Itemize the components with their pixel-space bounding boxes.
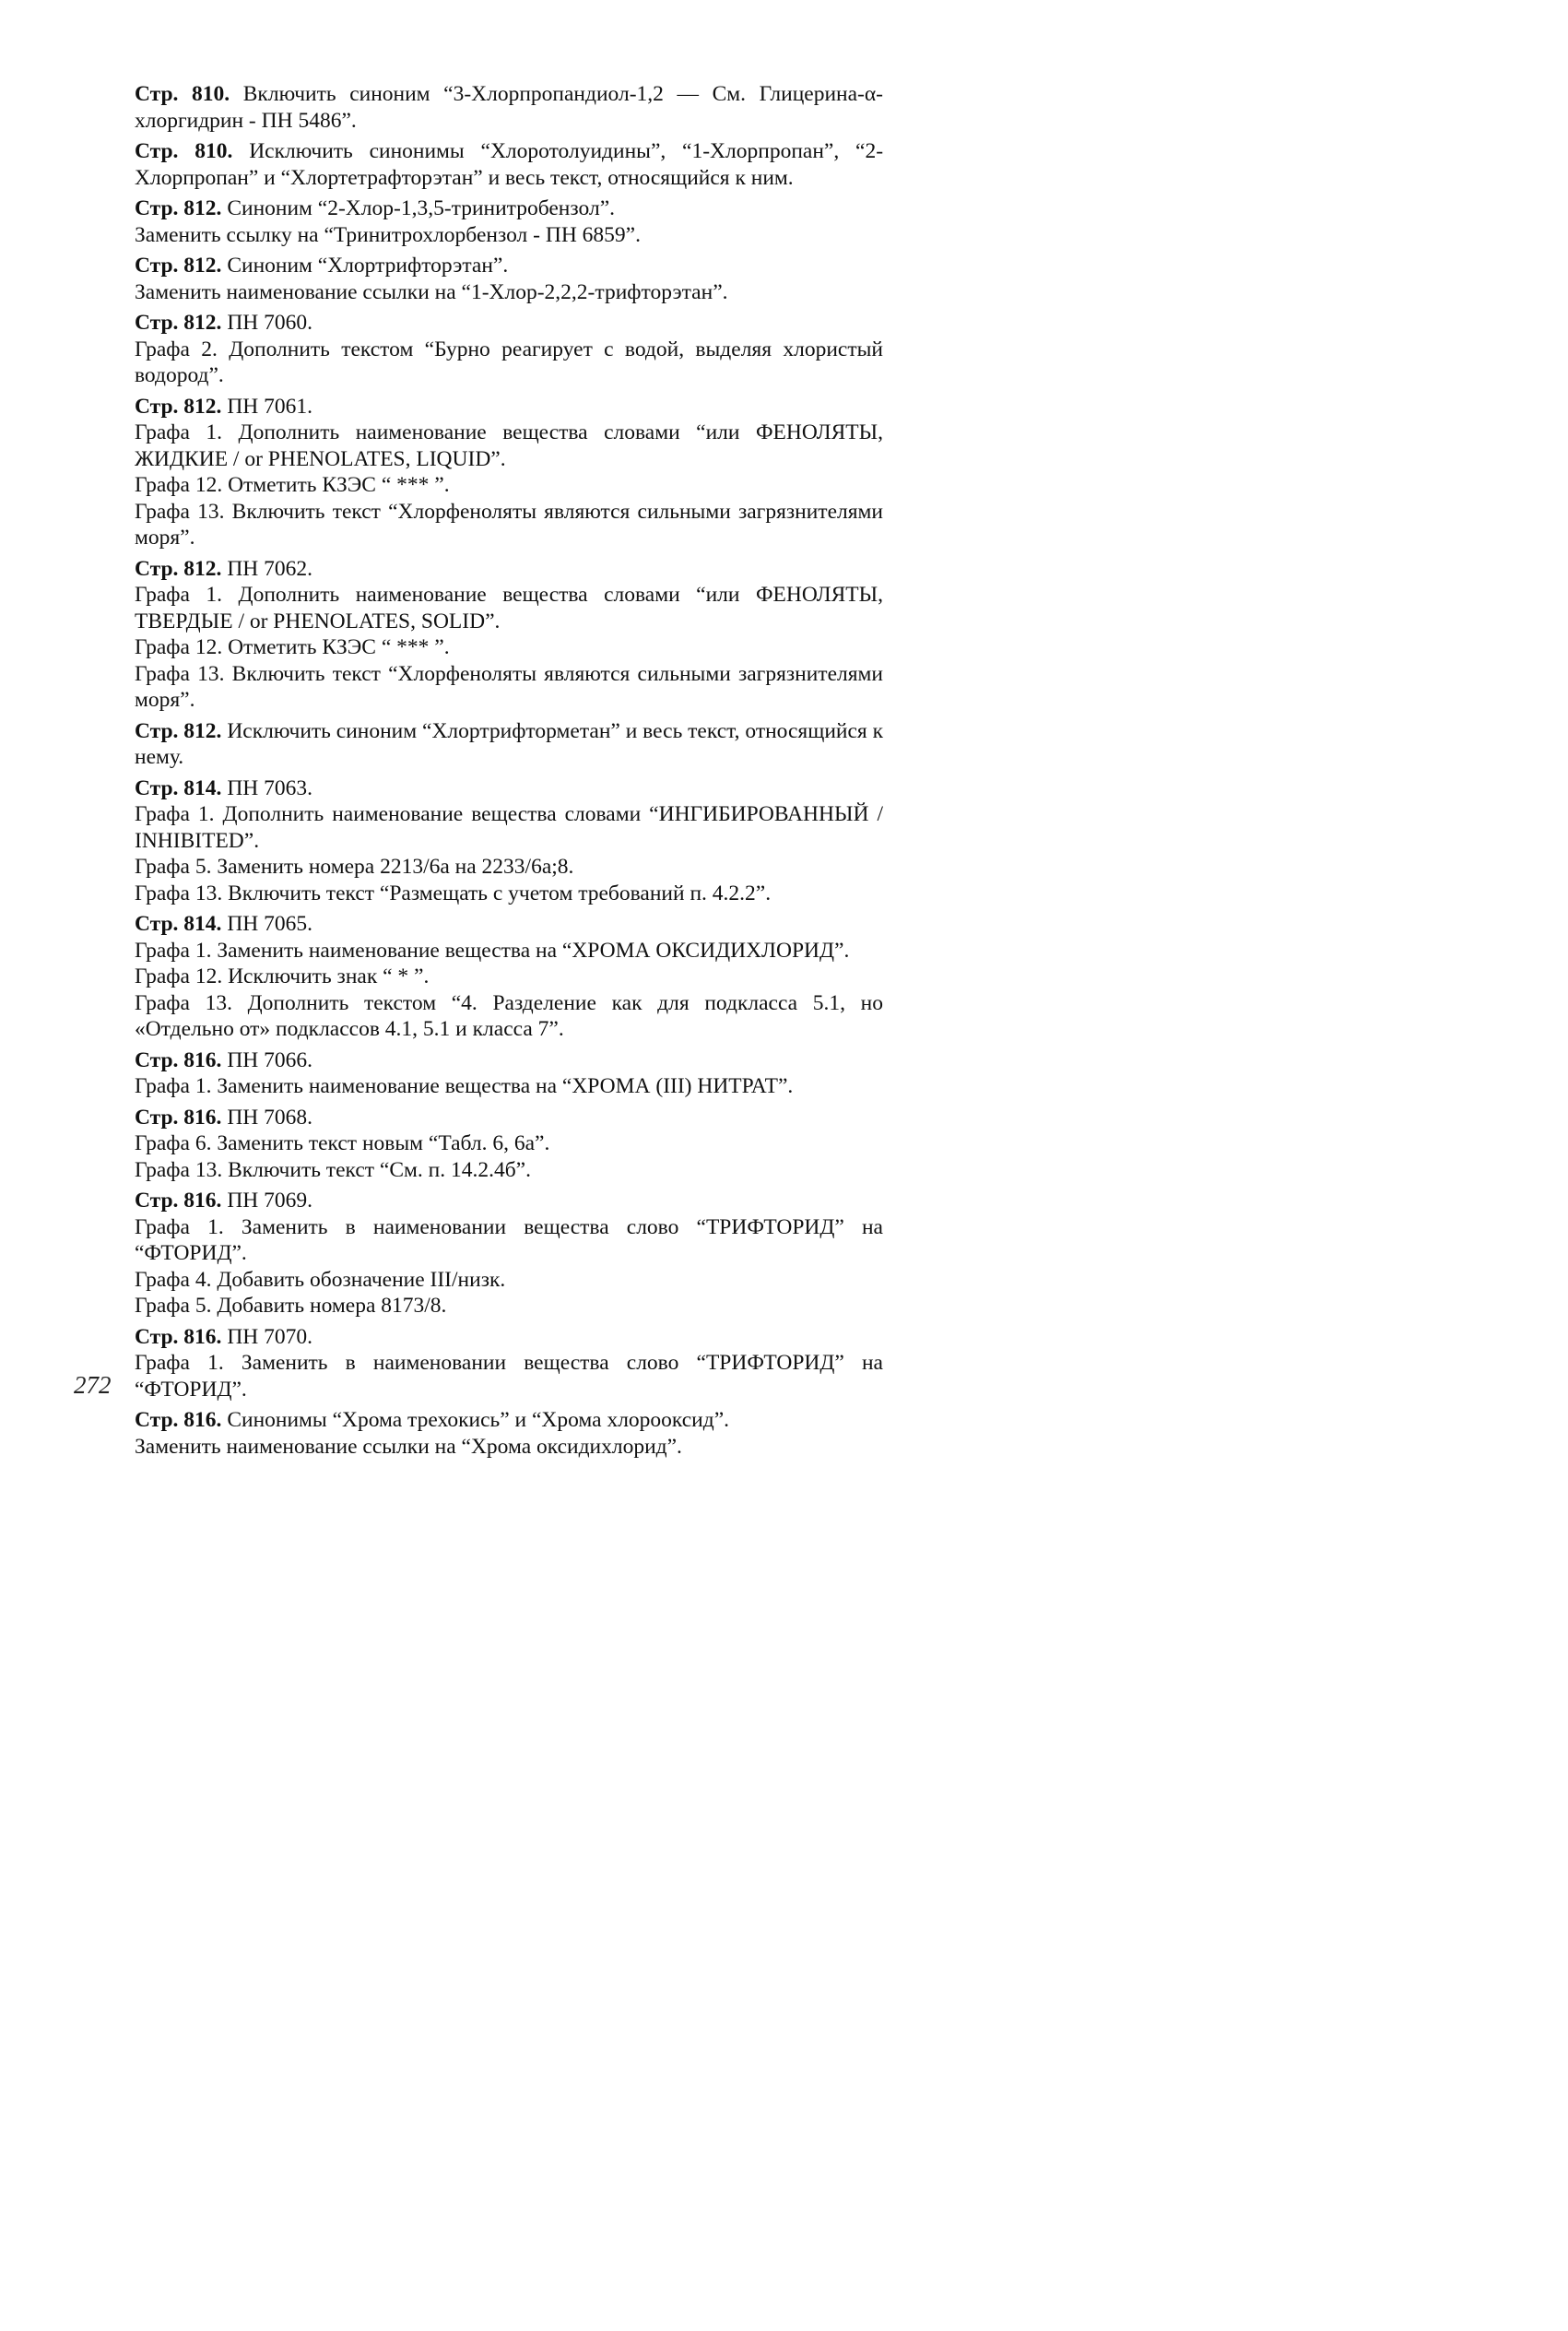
amendment-entry bbox=[135, 253, 883, 305]
entry-line: Графа 5. Добавить номера 8173/8. bbox=[135, 1294, 447, 1318]
entry-first-line bbox=[135, 195, 883, 222]
amendment-entry bbox=[135, 138, 883, 191]
entry-line: Графа 1. Дополнить наименование вещества словами “ИНГИБИРОВАННЫЙ / INHIBITED”. bbox=[135, 802, 883, 853]
page-number: 272 bbox=[74, 1371, 112, 1399]
entry-line: Графа 6. Заменить текст новым “Табл. 6, 6а”. bbox=[135, 1131, 550, 1155]
entry-first-line bbox=[135, 1407, 883, 1434]
page-reference: Стр. 812. bbox=[135, 394, 222, 419]
page-reference: Стр. 812. bbox=[135, 196, 222, 220]
entry-text: ПН 7060. bbox=[227, 311, 313, 335]
entry-line: Графа 1. Дополнить наименование вещества словами “или ФЕНОЛЯТЫ, ТВЕРДЫЕ / or PHENOLATES, SOLID”. bbox=[135, 583, 883, 633]
entry-first-line bbox=[135, 775, 883, 802]
entry-text: ПН 7070. bbox=[227, 1324, 313, 1349]
amendment-entry bbox=[135, 1188, 883, 1319]
entry-text: ПН 7061. bbox=[227, 394, 313, 419]
entry-line: Заменить наименование ссылки на “Хрома оксидихлорид”. bbox=[135, 1434, 682, 1459]
entry-line: Заменить наименование ссылки на “1-Хлор-2,2,2-трифторэтан”. bbox=[135, 279, 728, 304]
entry-first-line bbox=[135, 394, 883, 420]
entry-line: Графа 13. Включить текст “Хлорфеноляты являются сильными загрязнителями моря”. bbox=[135, 661, 883, 712]
amendment-entry bbox=[135, 81, 883, 134]
amendment-entry bbox=[135, 1324, 883, 1403]
entry-line: Графа 13. Включить текст “См. п. 14.2.4б”. bbox=[135, 1157, 531, 1182]
entry-line: Графа 1. Заменить наименование вещества на “ХРОМА (III) НИТРАТ”. bbox=[135, 1074, 794, 1098]
entry-line: Графа 12. Отметить КЗЭС “ *** ”. bbox=[135, 473, 450, 497]
entry-first-line bbox=[135, 1105, 883, 1131]
entry-line: Графа 12. Отметить КЗЭС “ *** ”. bbox=[135, 635, 450, 659]
amendment-entry bbox=[135, 718, 883, 771]
entry-line: Графа 13. Включить текст “Размещать с учетом требований п. 4.2.2”. bbox=[135, 881, 772, 905]
amendment-entry bbox=[135, 556, 883, 714]
entry-line: Графа 13. Включить текст “Хлорфеноляты являются сильными загрязнителями моря”. bbox=[135, 499, 883, 550]
entry-text: ПН 7065. bbox=[227, 912, 313, 936]
amendment-entry bbox=[135, 195, 883, 248]
entry-line: Графа 1. Дополнить наименование вещества словами “или ФЕНОЛЯТЫ, ЖИДКИЕ / or PHENOLATES, LIQUID”. bbox=[135, 420, 883, 471]
page-reference: Стр. 812. bbox=[135, 311, 222, 335]
entry-first-line bbox=[135, 1047, 883, 1074]
entry-line: Графа 1. Заменить наименование вещества на “ХРОМА ОКСИДИХЛОРИД”. bbox=[135, 938, 850, 963]
entry-line: Графа 5. Заменить номера 2213/6а на 2233/6а;8. bbox=[135, 855, 574, 879]
entry-first-line bbox=[135, 310, 883, 337]
entry-text: Синоним “Хлортрифторэтан”. bbox=[227, 254, 509, 278]
page-reference: Стр. 816. bbox=[135, 1324, 222, 1349]
entry-line: Графа 2. Дополнить текстом “Бурно реагирует с водой, выделяя хлористый водород”. bbox=[135, 337, 883, 387]
amendment-entry bbox=[135, 1105, 883, 1184]
entry-first-line bbox=[135, 138, 883, 191]
amendment-entry bbox=[135, 1407, 883, 1460]
page-reference: Стр. 816. bbox=[135, 1047, 222, 1072]
page-reference: Стр. 814. bbox=[135, 912, 222, 936]
entry-line: Заменить ссылку на “Тринитрохлорбензол - ПН 6859”. bbox=[135, 222, 641, 247]
entry-text: Исключить синонимы “Хлоротолуидины”, “1-Хлорпропан”, “2-Хлорпропан” и “Хлортетрафторэтан” и весь текст, относящийся к ним. bbox=[135, 139, 884, 190]
entry-first-line bbox=[135, 1188, 883, 1214]
page-reference: Стр. 812. bbox=[135, 556, 222, 581]
amendment-entry bbox=[135, 1047, 883, 1100]
page-reference: Стр. 810. bbox=[135, 82, 230, 106]
page-reference: Стр. 812. bbox=[135, 718, 222, 743]
entry-first-line bbox=[135, 718, 883, 771]
entry-first-line bbox=[135, 81, 883, 134]
page-reference: Стр. 816. bbox=[135, 1408, 222, 1432]
amendment-entry bbox=[135, 310, 883, 389]
entry-text: ПН 7063. bbox=[227, 775, 313, 800]
document-body bbox=[135, 81, 883, 1464]
entry-first-line bbox=[135, 556, 883, 583]
entry-text: Исключить синоним “Хлортрифторметан” и весь текст, относящийся к нему. bbox=[135, 718, 884, 769]
entry-line: Графа 1. Заменить в наименовании вещества слово “ТРИФТОРИД” на “ФТОРИД”. bbox=[135, 1351, 883, 1402]
entry-line: Графа 1. Заменить в наименовании вещества слово “ТРИФТОРИД” на “ФТОРИД”. bbox=[135, 1214, 883, 1265]
page-reference: Стр. 816. bbox=[135, 1105, 222, 1130]
entry-line: Графа 13. Дополнить текстом “4. Разделение как для подкласса 5.1, но «Отдельно от» подклассов 4.1, 5.1 и класса 7”. bbox=[135, 990, 883, 1041]
entry-text: Синоним “2-Хлор-1,3,5-тринитробензол”. bbox=[227, 196, 616, 220]
entry-text: ПН 7068. bbox=[227, 1105, 313, 1130]
page-reference: Стр. 816. bbox=[135, 1189, 222, 1213]
entry-first-line bbox=[135, 253, 883, 279]
entry-text: ПН 7062. bbox=[227, 556, 313, 581]
amendment-entry bbox=[135, 394, 883, 551]
page-reference: Стр. 812. bbox=[135, 254, 222, 278]
entry-text: ПН 7066. bbox=[227, 1047, 313, 1072]
amendment-entry bbox=[135, 775, 883, 907]
entry-text: Включить синоним “3-Хлорпропандиол-1,2 — См. Глицерина-α-хлоргидрин - ПН 5486”. bbox=[135, 82, 884, 133]
entry-line: Графа 12. Исключить знак “ * ”. bbox=[135, 964, 430, 988]
entry-first-line bbox=[135, 1324, 883, 1351]
entry-text: Синонимы “Хрома трехокись” и “Хрома хлорооксид”. bbox=[227, 1408, 730, 1432]
entry-line: Графа 4. Добавить обозначение III/низк. bbox=[135, 1267, 506, 1292]
entry-first-line bbox=[135, 911, 883, 938]
page-reference: Стр. 814. bbox=[135, 775, 222, 800]
entry-text: ПН 7069. bbox=[227, 1189, 313, 1213]
amendment-entry bbox=[135, 911, 883, 1043]
page-reference: Стр. 810. bbox=[135, 139, 233, 163]
